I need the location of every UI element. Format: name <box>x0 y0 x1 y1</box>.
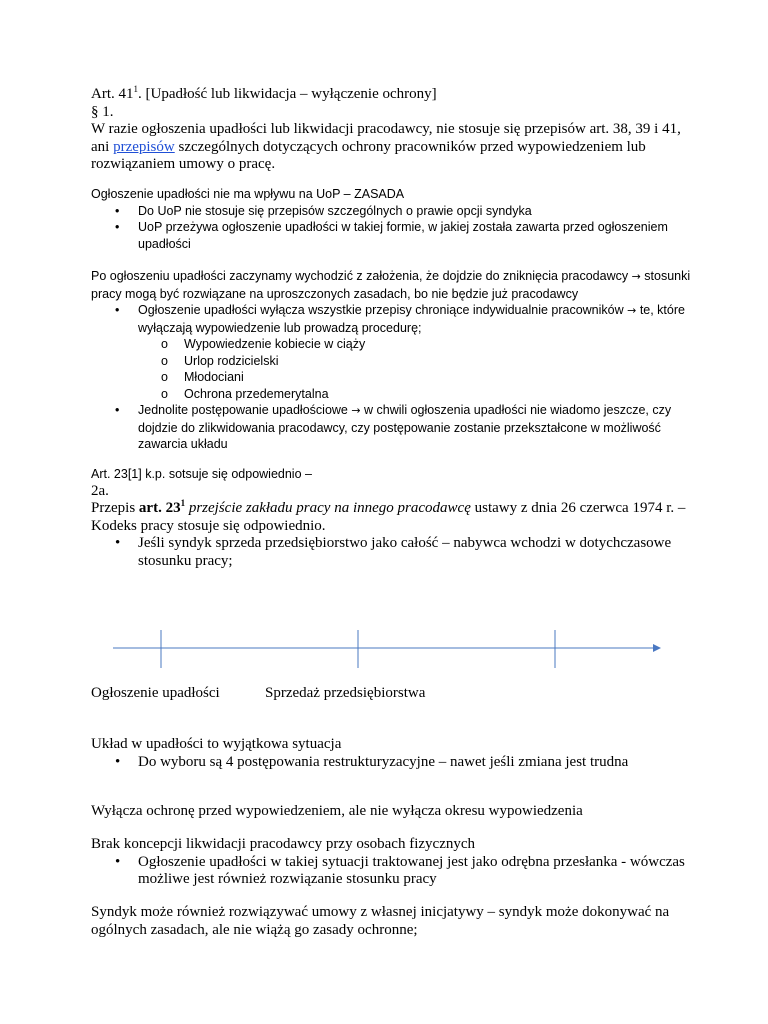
arrow-right-icon: → <box>631 270 641 283</box>
section-title: Brak koncepcji likwidacji pracodawcy przy osobach fizycznych <box>91 836 476 852</box>
section-syndyk: Syndyk może również rozwiązywać umowy z własnej inicjatywy – syndyk może dokonywać na ogólnych zasadach, ale nie wiążą go zasady ochronne; <box>91 904 670 938</box>
timeline-label: Ogłoszenie upadłości <box>91 685 220 701</box>
section-uklad <box>91 736 691 771</box>
bullet-icon: • <box>115 535 121 551</box>
subsection-marker: 2a. <box>91 482 109 499</box>
sub-list-item: o Urlop rodzicielski <box>161 353 279 368</box>
list-item: • Do wyboru są 4 postępowania restrukturyzacyjne – nawet jeśli zmiana jest trudna <box>115 753 629 770</box>
sub-list-item: o Ochrona przedemerytalna <box>161 386 329 401</box>
paragraph-marker: § 1. <box>91 103 114 120</box>
section-intro: Po ogłoszeniu upadłości zaczynamy wychodzić z założenia, że dojdzie do zniknięcia pracodawcy → stosunki pracy mogą być rozwiązane na uproszczonych zasadach, bo nie będzie już pracodawcy <box>91 269 691 301</box>
bullet-icon: • <box>115 853 121 870</box>
list-item: • UoP przeżywa ogłoszenie upadłości w takiej formie, w jakiej została zawarta przed ogłoszeniem upadłości <box>115 220 668 251</box>
bullet-list <box>91 203 691 253</box>
circle-bullet-icon: o <box>161 337 168 351</box>
bullet-icon: • <box>115 753 121 770</box>
circle-bullet-icon: o <box>161 370 168 384</box>
bullet-list <box>91 302 691 453</box>
przepisow-link[interactable]: przepisów <box>113 138 175 155</box>
section-osoby-fizyczne <box>91 836 691 889</box>
article-paragraph-text: W razie ogłoszenia upadłości lub likwidacji pracodawcy, nie stosuje się przepisów art. 38, 39 i 41, ani przepisów szczególnych dotyczących ochrony pracowników przed wypowiedzeniem lub rozwiązaniem umowy o pracę. <box>91 121 681 172</box>
bullet-icon: • <box>115 403 120 417</box>
sub-list-item: o Wypowiedzenie kobiecie w ciąży <box>161 337 366 351</box>
bullet-list <box>91 854 691 889</box>
arrow-right-icon: → <box>627 304 637 317</box>
bullet-list <box>91 535 691 570</box>
timeline-label: Sprzedaż przedsiębiorstwa <box>265 685 426 701</box>
list-item: • Ogłoszenie upadłości wyłącza wszystkie przepisy chroniące indywidualnie pracowników → te, które wyłączają wypowiedzenie lub prowadzą procedurę; <box>115 303 685 335</box>
bullet-icon: • <box>115 220 120 234</box>
list-item: • Ogłoszenie upadłości w takiej sytuacji traktowanej jest jako odrębna przesłanka - wówczas możliwe jest również rozwiązanie stosunku pracy <box>115 853 685 887</box>
bullet-list <box>91 754 691 772</box>
list-item: • Jednolite postępowanie upadłościowe → w chwili ogłoszenia upadłości nie wiadomo jeszcze, czy dojdzie do zlikwidowania pracodawcy, czy postępowanie zostanie przekształcone w możliwość zawarcia układu <box>115 403 672 451</box>
list-item: • Jeśli syndyk sprzeda przedsiębiorstwo jako całość – nabywca wchodzi w dotychczasowe stosunku pracy; <box>115 535 672 569</box>
section-title: Ogłoszenie upadłości nie ma wpływu na UoP – ZASADA <box>91 187 405 201</box>
bullet-icon: • <box>115 303 120 317</box>
section-title: Układ w upadłości to wyjątkowa sytuacja <box>91 736 342 752</box>
bullet-icon: • <box>115 203 120 218</box>
przepis-text: Przepis art. $23^1$ przejście zakładu pracy na innego pracodawcę ustawy z dnia 26 czerwca 1974 r. – Kodeks pracy stosuje się odpowiednio. <box>91 498 686 534</box>
section-okres-wypowiedzenia: Wyłącza ochronę przed wypowiedzeniem, ale nie wyłącza okresu wypowiedzenia <box>91 803 583 819</box>
article-title: Art. $41^1$. [Upadłość lub likwidacja – wyłączenie ochrony] <box>91 84 437 102</box>
circle-bullet-icon: o <box>161 386 168 401</box>
arrow-right-icon: → <box>351 404 361 417</box>
article-header <box>91 86 691 174</box>
list-item: • Do UoP nie stosuje się przepisów szczególnych o prawie opcji syndyka <box>115 203 532 218</box>
sub-list-item: o Młodociani <box>161 370 244 384</box>
circle-bullet-icon: o <box>161 353 168 368</box>
section-po-ogloszeniu <box>91 268 691 453</box>
section-art-23 <box>91 466 691 570</box>
section-title: Art. 23[1] k.p. sotsuje się odpowiednio – <box>91 467 312 481</box>
section-zasada <box>91 186 691 252</box>
timeline-arrowhead-icon <box>653 644 661 652</box>
timeline-diagram <box>110 624 670 672</box>
